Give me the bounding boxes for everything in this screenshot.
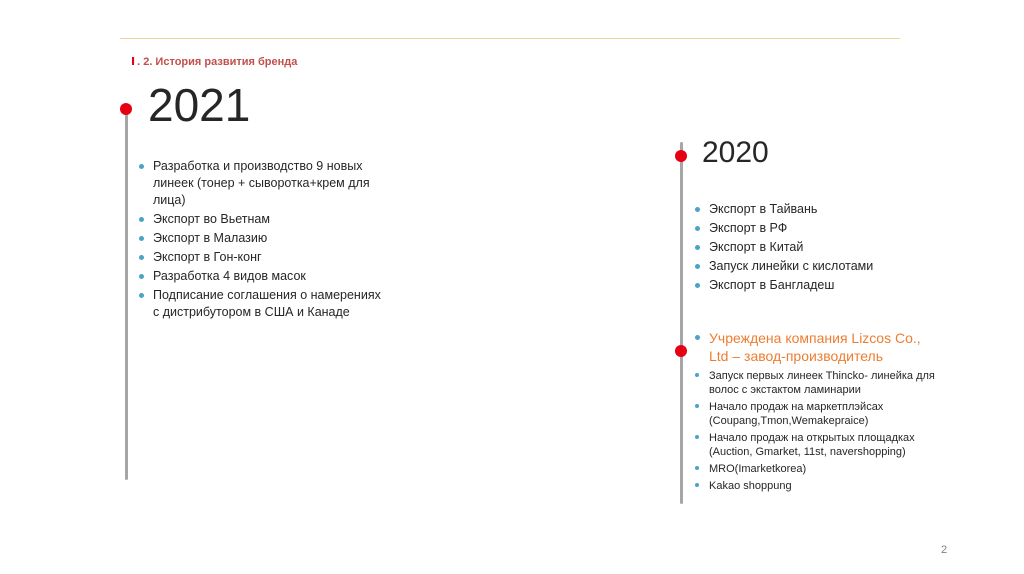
section-title-text: . 2. История развития бренда bbox=[137, 56, 298, 68]
bullet-dot-icon bbox=[695, 373, 699, 377]
list-item: Экспорт в Китай bbox=[695, 239, 935, 256]
bullet-dot-icon bbox=[695, 335, 700, 340]
bullet-dot-icon bbox=[139, 236, 144, 241]
list-item: Экспорт в РФ bbox=[695, 220, 935, 237]
list-item: Запуск первых линеек Thincko- линейка для волос с экстактом ламинарии bbox=[695, 369, 935, 397]
list-item: Подписание соглашения о намерениях с дистрибутором в США и Канаде bbox=[139, 287, 384, 321]
list-item: Экспорт во Вьетнам bbox=[139, 211, 384, 228]
bullet-dot-icon bbox=[139, 164, 144, 169]
page-number: 2 bbox=[941, 544, 948, 556]
list-founded bbox=[695, 329, 935, 496]
list-item: Kakao shoppung bbox=[695, 479, 935, 493]
bullet-dot-icon bbox=[695, 264, 700, 269]
timeline-line-2021 bbox=[125, 112, 128, 480]
bullet-dot-icon bbox=[695, 435, 699, 439]
timeline-dot-2020 bbox=[675, 150, 687, 162]
timeline-dot-founded bbox=[675, 345, 687, 357]
bullet-dot-icon bbox=[695, 207, 700, 212]
list-item: Экспорт в Гон-конг bbox=[139, 249, 384, 266]
founded-headline: Учреждена компания Lizcos Co., Ltd – завод-производитель bbox=[695, 329, 935, 365]
section-title bbox=[131, 55, 297, 68]
bullet-dot-icon bbox=[695, 283, 700, 288]
bullet-dot-icon bbox=[139, 217, 144, 222]
timeline-line-2020 bbox=[680, 142, 683, 504]
list-2021 bbox=[139, 158, 384, 323]
list-item: Разработка и производство 9 новых линеек (тонер + сыворотка+крем для лица) bbox=[139, 158, 384, 209]
bullet-dot-icon bbox=[695, 466, 699, 470]
list-item: Экспорт в Бангладеш bbox=[695, 277, 935, 294]
bullet-dot-icon bbox=[139, 274, 144, 279]
list-2020 bbox=[695, 201, 935, 296]
bullet-dot-icon bbox=[695, 245, 700, 250]
bullet-dot-icon bbox=[139, 255, 144, 260]
list-item: Экспорт в Малазию bbox=[139, 230, 384, 247]
list-item: Разработка 4 видов масок bbox=[139, 268, 384, 285]
timeline-dot-2021 bbox=[120, 103, 132, 115]
list-item: MRO(Imarketkorea) bbox=[695, 462, 935, 476]
list-item: Начало продаж на маркетплэйсах (Coupang,Tmon,Wemakepraice) bbox=[695, 400, 935, 428]
bullet-dot-icon bbox=[695, 404, 699, 408]
list-item: Экспорт в Тайвань bbox=[695, 201, 935, 218]
top-divider bbox=[120, 38, 900, 39]
bullet-dot-icon bbox=[139, 293, 144, 298]
bullet-dot-icon bbox=[695, 226, 700, 231]
year-2020-heading: 2020 bbox=[702, 136, 769, 169]
year-2021-heading: 2021 bbox=[148, 79, 251, 131]
list-item: Запуск линейки с кислотами bbox=[695, 258, 935, 275]
bullet-dot-icon bbox=[695, 483, 699, 487]
list-item: Начало продаж на открытых площадках (Auction, Gmarket, 11st, navershopping) bbox=[695, 431, 935, 459]
section-numeral: Ⅰ bbox=[131, 56, 136, 68]
